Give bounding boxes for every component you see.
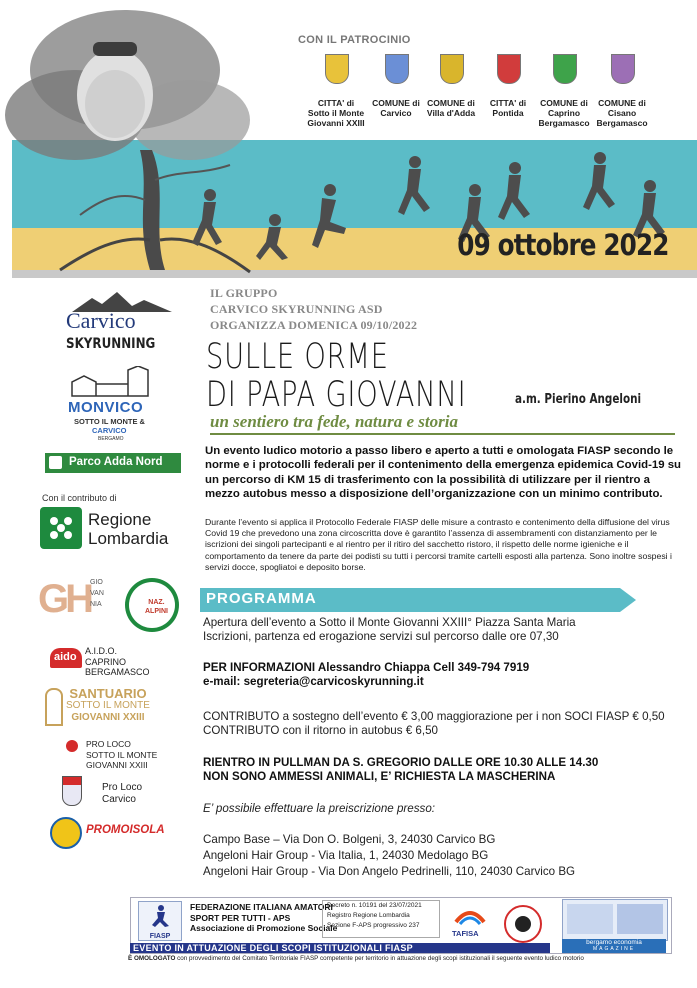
fed-line3: Associazione di Promozione Sociale [190,923,338,933]
regione-line1: Regione [88,510,152,529]
monvico-logo [68,366,168,446]
crest-villa-dadda [420,54,482,118]
rientro-line1: RIENTRO IN PULLMAN DA S. GREGORIO DALLE ORE 10.30 ALLE 14.30 [203,756,599,769]
crest-label-line: COMUNE di [427,98,475,108]
carvico-skyrunning-logo [62,292,172,362]
santuario-line1: SANTUARIO [69,686,147,701]
programma-arrow-icon [620,588,636,612]
crest-label-line: Villa d'Adda [426,108,476,118]
circle-emblem-icon [504,905,542,943]
regione-lombardia-text [88,510,168,548]
info-email: e-mail: segreteria@carvicoskyrunning.it [203,675,424,688]
location-item: Angeloni Hair Group - Via Italia, 1, 24030 Medolago BG [203,849,489,862]
info-contact: PER INFORMAZIONI Alessandro Chiappa Cell 349-794 7919 [203,661,530,674]
santuario-logo [66,688,150,724]
organizer-line: ORGANIZZA DOMENICA 09/10/2022 [210,318,418,332]
title-line1: SULLE ORME [206,337,389,377]
giovannia-line: GIO [90,579,103,586]
fiasp-logo [138,901,182,941]
proloco-carvico-line1: Pro Loco [102,782,143,793]
monvico-line3: CARVICO [92,426,127,435]
giovannia-logo [38,573,118,629]
tafisa-text: TAFISA [452,929,479,938]
crest-label-line: Pontida [492,108,524,118]
promoisola-text: PROMOISOLA [86,824,165,836]
aido-line1: A.I.D.O. [85,646,118,656]
promoisola-icon [50,817,82,849]
locations-list [203,832,683,880]
apertura-line1: Apertura dell’evento a Sotto il Monte Giovanni XXIII° Piazza Santa Maria [203,616,576,629]
santuario-line3: GIOVANNI XXIII [71,712,145,723]
proloco-carvico-crest-icon [62,776,82,806]
crest-pontida [477,54,539,118]
crest-carvico-icon [385,54,409,84]
crest-label-line: Cisano [607,108,637,118]
intro-paragraph: Un evento ludico motorio a passo libero e aperto a tutti e omologata FIASP secondo le norme e i protocolli federali per il contenimento della emergenza epidemica Covid-19 su un percorso di KM 15 di trasferimento con la possibilità di utilizzare per il rientro a mezzo autobus messo a disposizione dell’organizzazione con un minimo contributo. [205,445,681,501]
fiasp-logo-text: FIASP [149,933,171,940]
patrocinio-title: CON IL PATROCINIO [298,34,411,46]
proloco-sotto-line: SOTTO IL MONTE [86,749,158,760]
decreto-box [322,900,440,938]
contributo-line2: CONTRIBUTO con il ritorno in autobus € 6,50 [203,724,438,737]
regione-line2: Lombardia [88,529,169,548]
aido-line3: BERGAMASCO [85,667,150,677]
proloco-sotto-line: PRO LOCO [86,739,131,749]
aido-logo-text: aido [54,651,77,663]
crest-label-line: CITTA' di [317,98,355,108]
crest-label-line: Bergamasco [538,118,590,128]
monvico-line4: BERGAMO [98,436,124,442]
tafisa-logo [452,904,488,930]
location-item: Campo Base – Via Don O. Bolgeni, 3, 24030 Carvico BG [203,833,496,846]
evento-attuazione-text: EVENTO IN ATTUAZIONE DEGLI SCOPI ISTITUZIONALI FIASP [133,943,413,953]
omologato-bold: È OMOLOGATO [128,955,176,962]
ana-line: ALPINI [145,608,168,615]
apertura-block [203,616,683,644]
carvico-logo-sub: SKYRUNNING [66,336,156,352]
decreto-line3: Sezione F-APS progressivo 237 [327,922,420,929]
giovannia-line: VAN [90,590,104,597]
decreto-line2: Registro Regione Lombardia [327,912,410,919]
giovannia-mark: GH [38,577,90,621]
event-subtitle: un sentiero tra fede, natura e storia [210,412,458,431]
contributo-block [203,710,693,738]
church-icon [68,366,160,398]
rientro-block [203,756,693,784]
crest-label-line: COMUNE di [540,98,588,108]
aido-text [85,646,150,678]
crest-carvico [365,54,427,118]
proloco-carvico-line2: Carvico [102,794,136,805]
giovannia-text [90,577,104,610]
decreto-line1: Decreto n. 10191 del 23/07/2021 [327,902,422,909]
bergamo-image-2 [617,904,663,934]
organizer-line: CARVICO SKYRUNNING ASD [210,302,383,316]
fed-line2: SPORT PER TUTTI - APS [190,912,291,923]
organizer-line: IL GRUPPO [210,286,278,300]
crest-cisano [591,54,653,128]
crest-label-line: Sotto il Monte [307,108,365,118]
programma-label: PROGRAMMA [206,590,317,607]
proloco-carvico-text [102,782,142,806]
rientro-line2: NON SONO AMMESSI ANIMALI, E’ RICHIESTA LA MASCHERINA [203,770,556,783]
info-block [203,661,683,689]
crest-label-line: Giovanni XXIII [307,118,365,128]
header-banner [0,0,697,278]
dedication: a.m. Pierino Angeloni [515,392,642,407]
ana-alpini-logo [125,578,179,632]
santuario-line2: SOTTO IL MONTE [66,700,150,711]
preiscrizione-label: E’ possibile effettuare la preiscrizione presso: [203,802,435,815]
crest-sotto-il-monte [305,54,367,128]
crest-caprino-icon [553,54,577,84]
crest-label-line: COMUNE di [598,98,646,108]
ana-line: NAZ. [148,599,165,606]
crest-villa-dadda-icon [440,54,464,84]
parco-leaf-icon [49,456,62,469]
contributo-line1: CONTRIBUTO a sostegno dell’evento € 3,00 maggiorazione per i non SOCI FIASP € 0,50 [203,710,665,723]
aido-line2: CAPRINO [85,656,127,667]
giovannia-line: NIA [90,601,102,608]
santuario-icon [45,688,63,726]
crest-label-line: Carvico [380,108,412,118]
regione-lombardia-icon [40,507,82,549]
event-title [206,338,466,414]
ana-text [145,598,168,616]
crest-cisano-icon [611,54,635,84]
title-line2: DI PAPA GIOVANNI [206,375,467,415]
location-item: Angeloni Hair Group - Via Don Angelo Pedrinelli, 110, 24030 Carvico BG [203,865,576,878]
parco-name: Parco Adda Nord [69,456,163,468]
organizer-block [210,285,417,333]
crest-sotto-il-monte-icon [325,54,349,84]
proloco-sotto-icon [66,740,78,752]
proloco-sotto-line: GIOVANNI XXIII [86,760,148,770]
crest-caprino [533,54,595,128]
bergamo-image-1 [567,904,613,934]
contributo-label: Con il contributo di [42,493,117,503]
crest-label-line: Bergamasco [596,118,648,128]
circle-emblem-inner [515,916,531,932]
tafisa-wave-icon [452,904,488,928]
omologato-note [128,955,584,962]
proloco-sotto-text [86,739,157,771]
omologato-rest: con provvedimento del Comitato Territoriale FIASP competente per territorio in attuazione degli scopi istituzionali il seguente evento ludico motorio [175,955,584,962]
aido-logo [50,648,82,668]
subtitle-rule [210,433,675,435]
parco-adda-nord-logo [45,453,181,473]
federation-text [190,902,337,934]
proloco-carvico-crest-band [63,777,81,785]
apertura-line2: Iscrizioni, partenza ed erogazione servizi sul percorso dalle ore 07,30 [203,630,559,643]
protocol-details: Durante l’evento si applica il Protocollo Federale FIASP delle misure a contrasto e contenimento della diffusione del virus Covid 19 che prevedono una zona circoscritta dove è garantito l’assenza di assembramenti con distanziamento per le iscrizioni dei singoli partecipanti e al rientro per il ritiro del sacchetto ristoro, il rispetto delle norme igieniche e il comportamento da tenere da parte dei podisti su tutti i percorsi tramite cartelli esposti alla partenza. Sono inoltre sospesi i servizi docce, spogliatoi e deposito borse. [205,517,672,572]
crest-label-line: CITTA' di [489,98,527,108]
fed-line1: FEDERAZIONE ITALIANA AMATORI [190,902,333,912]
crest-pontida-icon [497,54,521,84]
bergamo-economia-bar [562,939,666,953]
carvico-logo-name: Carvico [66,308,136,333]
bergamo-economia-logo [562,899,668,941]
bergamo-line1: bergamo economia [586,939,642,946]
crest-label-line: Caprino [547,108,581,118]
fiasp-runner-icon [139,902,181,928]
monvico-line2: SOTTO IL MONTE & [74,417,145,426]
bergamo-line2: MAGAZINE [592,946,636,952]
municipality-crests [305,54,675,134]
crest-label-line: COMUNE di [372,98,420,108]
monvico-name: MONVICO [68,399,144,416]
event-date: 09 ottobre 2022 [457,228,669,262]
